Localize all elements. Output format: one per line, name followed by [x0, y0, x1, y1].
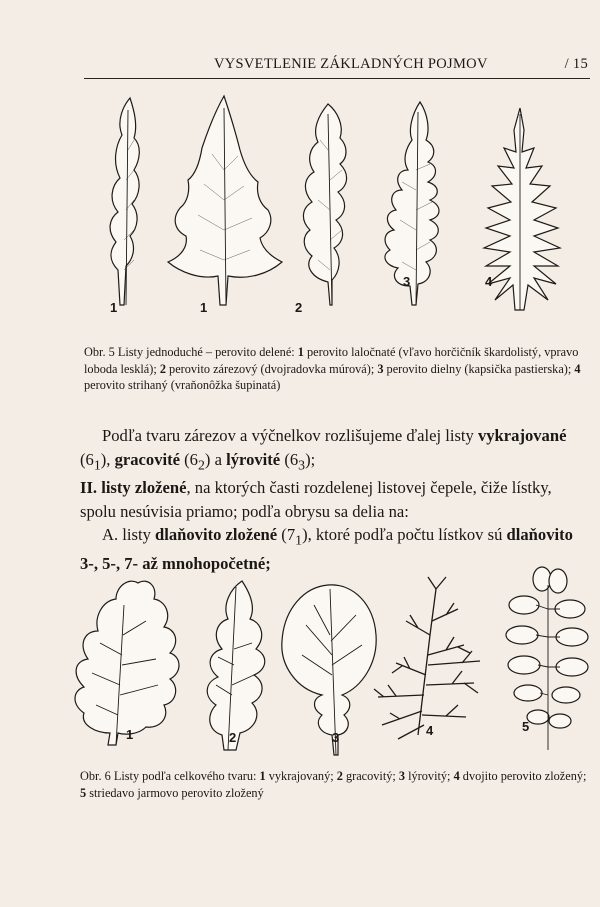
leaf-4: [484, 108, 560, 310]
text-run: , na ktorých časti rozdelenej listovej čepele, čiže lístky, spolu nesúvisia priamo; podľa obrysu sa delia na:: [80, 478, 552, 521]
caption-num: 1: [259, 769, 266, 783]
text-run: (6: [180, 449, 198, 469]
caption-num: 2: [159, 361, 166, 376]
text-run: ) a: [204, 449, 227, 469]
text-run: );: [305, 449, 316, 469]
page-number: / 15: [564, 56, 588, 72]
term: dlaňovito 3-, 5-, 7- až mnohopočetné;: [80, 525, 573, 574]
fig5-label-4: 4: [485, 274, 493, 289]
caption-text: dvojito perovito zložený;: [459, 769, 587, 783]
caption-num: 3: [398, 769, 406, 783]
text-run: A. listy: [102, 525, 156, 545]
subscript: 2: [197, 456, 205, 472]
caption-prefix: Obr. 6 Listy podľa celkového tvaru:: [80, 769, 260, 783]
fig5-label-1b: 1: [200, 300, 208, 315]
subscript: 1: [93, 456, 101, 472]
subscript: 3: [298, 456, 306, 472]
text-run: (6: [280, 449, 299, 469]
caption-text: striedavo jarmovo perovito zložený: [86, 785, 264, 800]
leaf-runcinate: [207, 581, 265, 750]
term: gracovité: [114, 449, 180, 469]
caption-num: 4: [574, 361, 581, 376]
fig5-label-3: 3: [403, 274, 411, 289]
text-run: ),: [100, 449, 115, 469]
page-header: [0, 0, 600, 90]
caption-prefix: Obr. 5 Listy jednoduché – perovito delené:: [84, 345, 298, 359]
paragraph-compound-leaves: [80, 476, 580, 523]
figure-6-illustration: [66, 565, 596, 760]
paragraph-shape-types: [80, 424, 580, 476]
caption-num: 3: [377, 361, 384, 376]
text-run: (6: [80, 449, 94, 469]
caption-num: 2: [336, 769, 343, 783]
text-run: Podľa tvaru zárezov a výčnelkov rozlišujeme ďalej listy: [102, 426, 478, 445]
fig5-label-2: 2: [295, 300, 303, 315]
running-head-title: VYSVETLENIE ZÁKLADNÝCH POJMOV: [214, 56, 488, 72]
fig6-label-3: 3: [332, 730, 340, 745]
leaf-3: [385, 102, 439, 305]
subscript: 1: [295, 532, 303, 548]
fig5-label-1a: 1: [110, 300, 118, 315]
caption-text: perovito zárezový (dvojradovka múrová);: [165, 361, 378, 376]
caption-num: 5: [80, 785, 87, 800]
term: lýrovité: [226, 449, 281, 469]
fig6-label-2: 2: [229, 730, 237, 745]
leaf-pinnate-compound: [506, 567, 588, 728]
leaf-1a: [110, 98, 139, 305]
leaf-lyrate: [282, 585, 376, 755]
caption-num: 4: [453, 769, 460, 783]
pinnately-divided-leaves-drawing: [90, 90, 580, 320]
leaf-oak: [75, 581, 179, 745]
fig6-label-5: 5: [522, 719, 530, 734]
caption-text: perovito dielny (kapsička pastierska);: [383, 361, 575, 376]
term: vykrajované: [477, 426, 567, 445]
running-head: [214, 56, 588, 73]
term: dlaňovito zložené: [155, 525, 278, 545]
leaf-2: [303, 104, 346, 305]
text-run: (7: [277, 525, 296, 545]
caption-text: lýrovitý;: [405, 769, 454, 783]
fig6-label-1: 1: [126, 727, 134, 742]
caption-text: gracovitý;: [342, 769, 399, 783]
figure-5-illustration: [90, 90, 580, 320]
term: II. listy zložené: [80, 478, 187, 498]
fig6-label-4: 4: [426, 723, 434, 738]
body-text: [80, 424, 580, 576]
figure-5-caption: [84, 344, 586, 394]
caption-num: 1: [297, 345, 304, 359]
caption-text: vykrajovaný;: [265, 769, 337, 783]
leaf-bipinnate: [374, 577, 480, 739]
figure-6-caption: [80, 768, 588, 801]
caption-text: perovito strihaný (vraňonôžka šupinatá): [84, 378, 281, 392]
text-run: ), ktoré podľa počtu lístkov sú: [302, 525, 507, 545]
caption-text: perovito laločnaté (vľavo horčičník škardolistý, vpravo loboda lesklá);: [84, 345, 579, 376]
overall-shape-leaves-drawing: [66, 565, 596, 760]
header-rule: [84, 78, 590, 79]
